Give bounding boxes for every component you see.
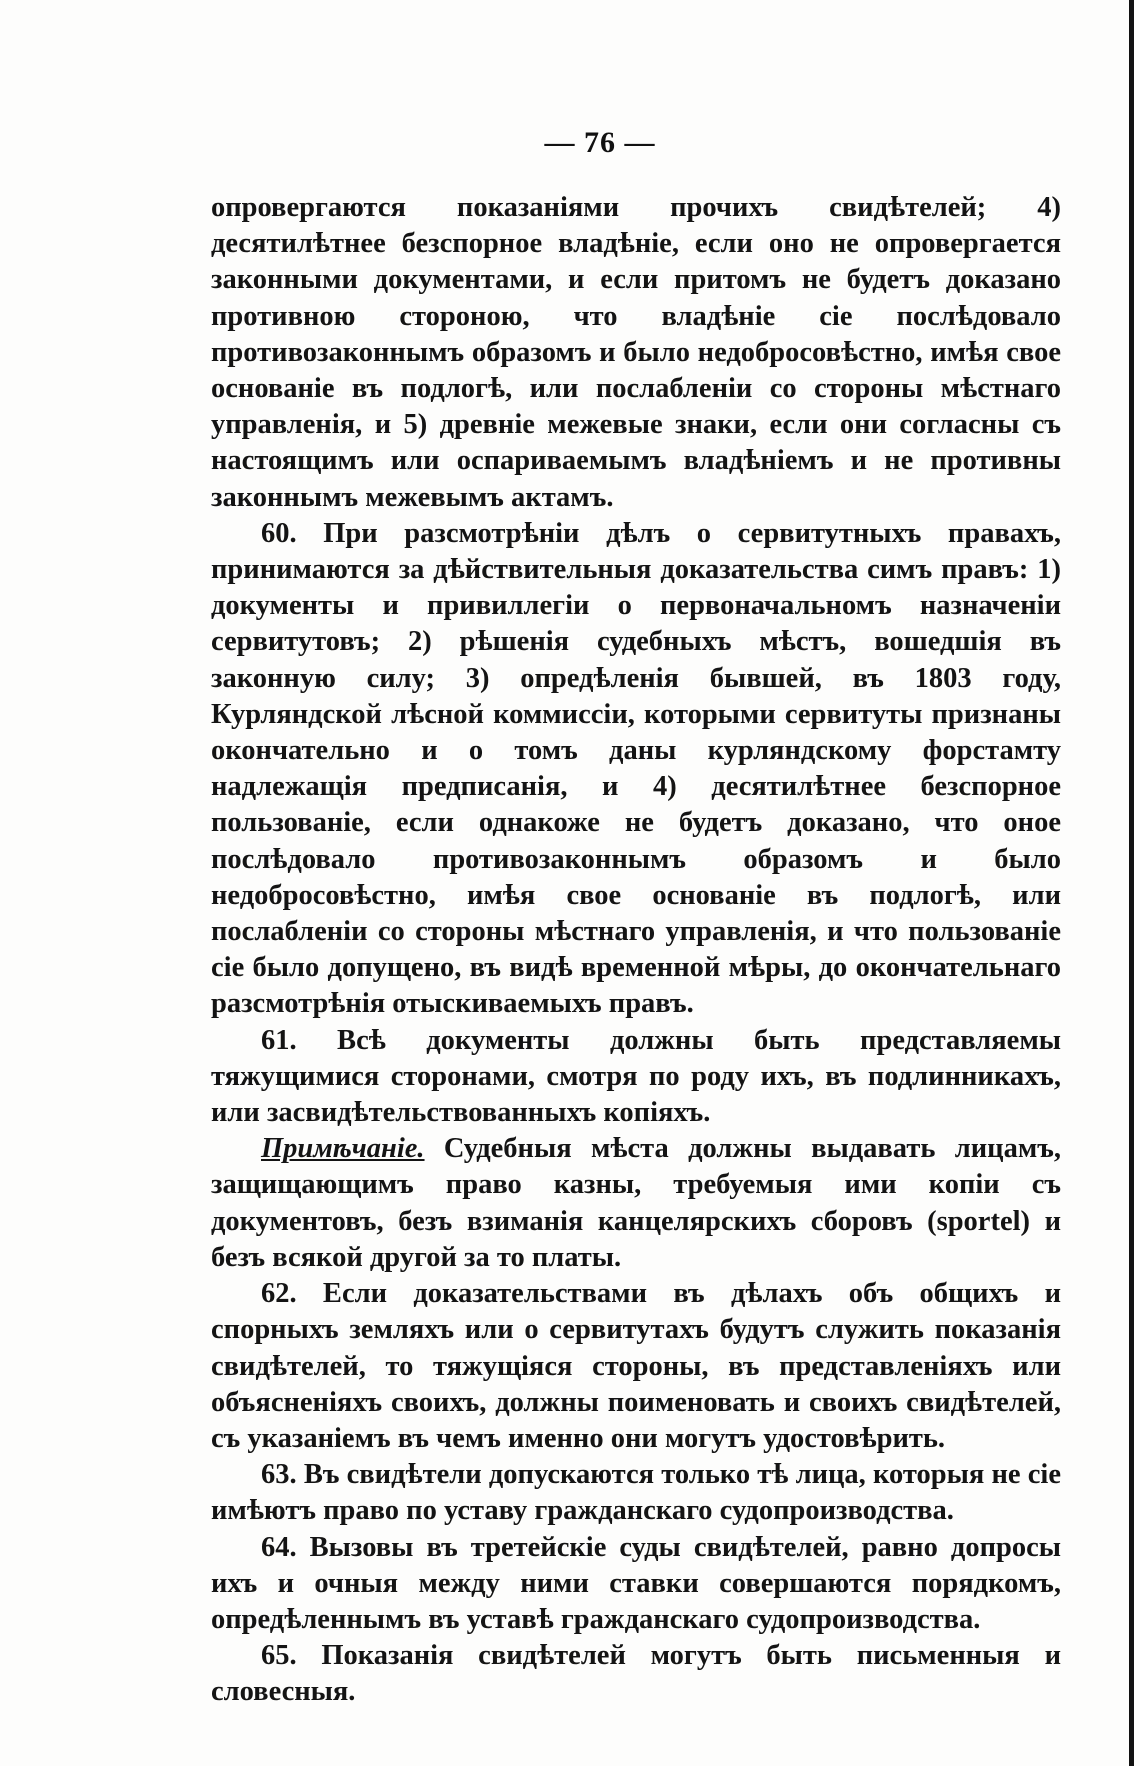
- paragraph-note: [211, 1131, 1061, 1276]
- paragraph-article-65: 65. Показанія свидѣтелей могутъ быть письменныя и словесныя.: [211, 1640, 1061, 1708]
- paragraph-article-63: 63. Въ свидѣтели допускаются только тѣ лица, которыя не сіе имѣютъ право по уставу гражданскаго судопроизводства.: [211, 1459, 1061, 1527]
- page-edge-line: [1129, 0, 1134, 1766]
- body-text: [211, 190, 1061, 1711]
- paragraph-continuation: опровергаются показаніями прочихъ свидѣтелей; 4) десятилѣтнее безспорное владѣніе, если оно не опровергается законными документами, и если притомъ не будетъ доказано противною стороною, что владѣніе сіе послѣдовало противозаконнымъ образомъ и было недобросовѣстно, имѣя свое основаніе въ подлогѣ, или послабленіи со стороны мѣстнаго управленія, и 5) древніе межевые знаки, если они согласны съ настоящимъ или оспариваемымъ владѣніемъ и не противны законнымъ межевымъ актамъ.: [211, 192, 1061, 513]
- page-number: — 76 —: [544, 126, 656, 159]
- paragraph-article-60: 60. При разсмотрѣніи дѣлъ о сервитутныхъ правахъ, принимаются за дѣйствительныя доказательства симъ правъ: 1) документы и привиллегіи о первоначальномъ назначеніи сервитутовъ; 2) рѣшенія судебныхъ мѣстъ, вошедшія въ законную силу; 3) опредѣленія бывшей, въ 1803 году, Курляндской лѣсной коммиссіи, которыми сервитуты признаны окончательно и о томъ даны курляндскому форстамту надлежащія предписанія, и 4) десятилѣтнее безспорное пользованіе, если однакоже не будетъ доказано, что оное послѣдовало противозаконнымъ образомъ и было недобросовѣстно, имѣя свое основаніе въ подлогѣ, или послабленіи со стороны мѣстнаго управленія, и что пользованіе сіе было допущено, въ видѣ временной мѣры, до окончательнаго разсмотрѣнія отыскиваемыхъ правъ.: [211, 517, 1061, 1020]
- paragraph-article-61: 61. Всѣ документы должны быть представляемы тяжущимися сторонами, смотря по роду ихъ, въ подлинникахъ, или засвидѣтельствованныхъ копіяхъ.: [211, 1024, 1061, 1129]
- paragraph-article-64: 64. Вызовы въ третейскіе суды свидѣтелей, равно допросы ихъ и очныя между ними ставки совершаются порядкомъ, опредѣленнымъ въ уставѣ гражданскаго судопроизводства.: [211, 1531, 1061, 1635]
- note-text: Судебныя мѣста должны выдавать лицамъ, защищающимъ право казны, требуемыя ими копіи съ документовъ, безъ взиманія канцелярскихъ сборовъ (sportel) и безъ всякой другой за то платы.: [211, 1133, 1061, 1273]
- note-label: Примѣчаніе.: [261, 1133, 425, 1165]
- paragraph-article-62: 62. Если доказательствами въ дѣлахъ объ общихъ и спорныхъ земляхъ или о сервитутахъ будутъ служить показанія свидѣтелей, то тяжущіяся стороны, въ представленіяхъ или объясненіяхъ своихъ, должны поименовать и своихъ свидѣтелей, съ указаніемъ въ чемъ именно они могутъ удостовѣрить.: [211, 1278, 1061, 1454]
